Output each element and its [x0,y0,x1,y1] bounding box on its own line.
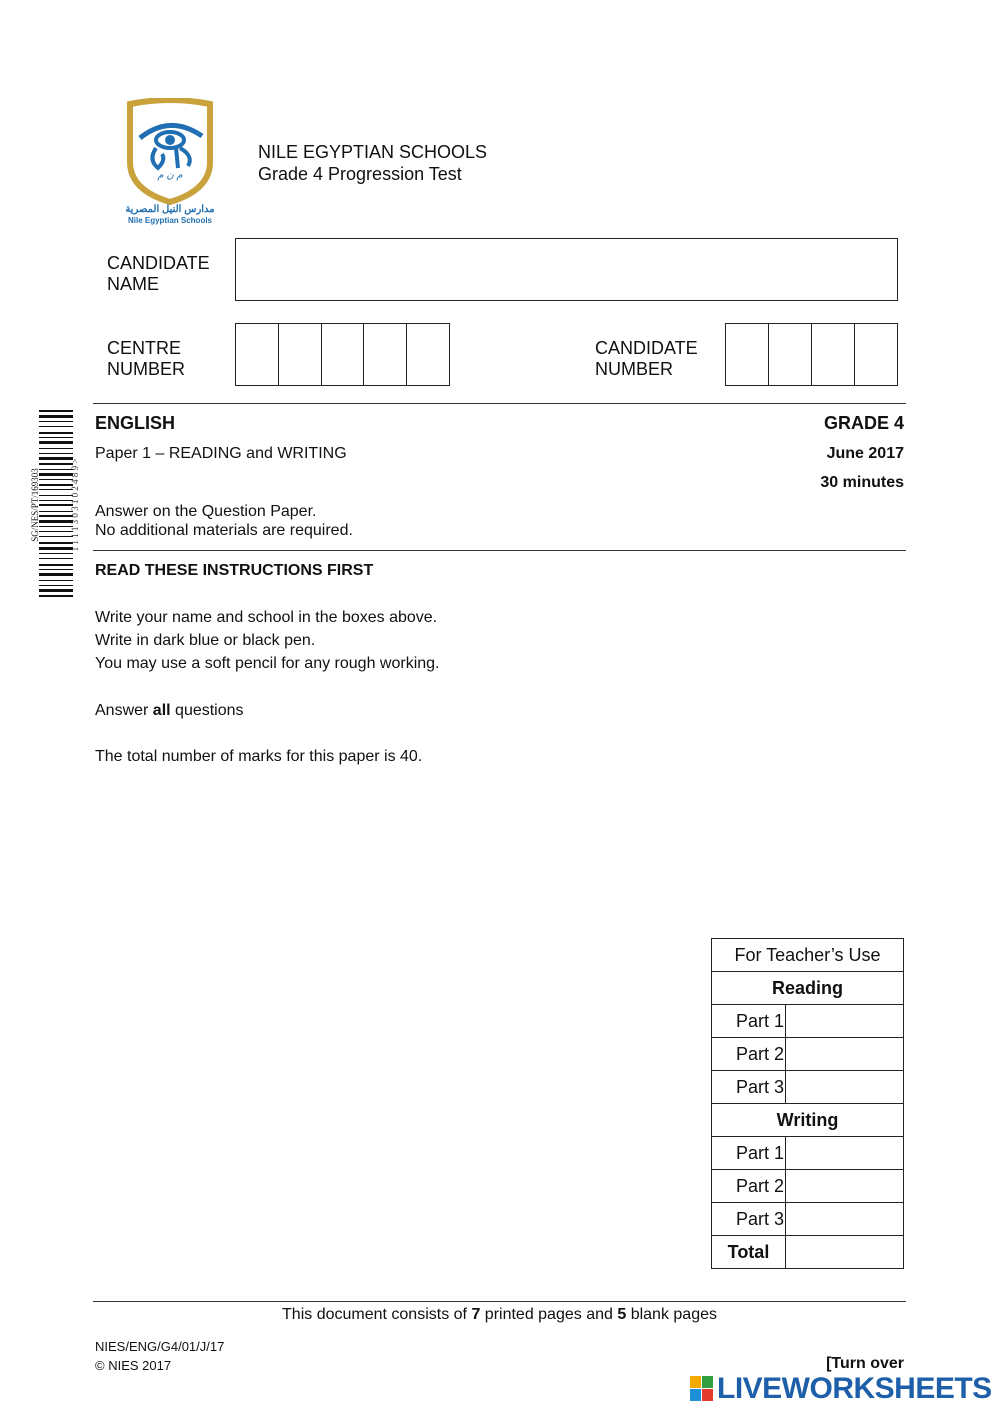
barcode-bar [39,426,73,427]
centre-number-cell[interactable] [236,324,279,385]
table-row: Part 3 [712,1071,904,1104]
candidate-number-label: CANDIDATE NUMBER [595,338,698,379]
table-row: Part 1 [712,1137,904,1170]
instruction-line: Write in dark blue or black pen. [95,632,316,649]
watermark-text: LIVEWORKSHEETS [717,1372,992,1405]
table-row: Part 1 [712,1005,904,1038]
barcode-bar [39,432,73,434]
grade: GRADE 4 [823,413,904,433]
school-name: NILE EGYPTIAN SCHOOLS [258,142,488,162]
centre-number-cell[interactable] [364,324,407,385]
table-row: Part 2 [712,1170,904,1203]
copyright: © NIES 2017 [95,1358,172,1373]
divider [93,1301,906,1302]
barcode-bar [39,410,73,412]
instruction-line: Write your name and school in the boxes above. [95,609,438,626]
barcode-bar [39,573,73,576]
mark-cell[interactable] [786,1203,904,1236]
barcode-bar [39,515,73,517]
barcode-bar [39,547,73,550]
total-mark-cell[interactable] [786,1236,904,1269]
barcode-bar [39,489,73,490]
barcode-bar [39,564,73,566]
barcode-bar [39,589,73,592]
exam-date: June 2017 [826,445,904,462]
candidate-number-cell[interactable] [855,324,897,385]
barcode-bar [39,479,73,480]
barcode-bar [39,453,73,454]
test-title: Grade 4 Progression Test [258,164,462,184]
candidate-number-cell[interactable] [812,324,855,385]
candidate-name-label: CANDIDATE NAME [107,253,210,294]
logo-english-name: Nile Egyptian Schools [127,216,212,225]
mark-cell[interactable] [786,1005,904,1038]
turn-over: [Turn over [826,1355,904,1372]
barcode [39,410,73,600]
divider [93,550,906,551]
instructions-heading: READ THESE INSTRUCTIONS FIRST [95,562,374,579]
barcode-bar [39,500,73,501]
barcode-bar [39,536,73,537]
barcode-bar [39,520,73,523]
barcode-bar [39,531,73,532]
barcode-bar [39,473,73,476]
barcode-bars [39,410,73,600]
table-row: Part 3 [712,1203,904,1236]
liveworksheets-watermark[interactable] [690,1372,992,1406]
barcode-bar [39,415,73,418]
barcode-bar [39,421,73,422]
barcode-bar [39,558,73,559]
centre-number-cell[interactable] [407,324,449,385]
centre-number-cell[interactable] [279,324,322,385]
document-code: NIES/ENG/G4/01/J/17 [95,1339,225,1354]
mark-cell[interactable] [786,1071,904,1104]
eye-of-horus-shield-icon [118,98,222,206]
barcode-bar [39,437,73,438]
barcode-bar [39,595,73,597]
candidate-number-boxes[interactable] [725,323,898,386]
liveworksheets-logo-icon [690,1376,714,1402]
writing-section-header: Writing [712,1104,904,1137]
barcode-bar [39,526,73,527]
barcode-code: SG/NES/PT/169303 [30,468,40,542]
barcode-bar [39,580,73,581]
candidate-number-cell[interactable] [769,324,812,385]
barcode-bar [39,463,73,465]
answer-note: Answer on the Question Paper. No additional materials are required. [95,503,353,539]
mark-cell[interactable] [786,1038,904,1071]
barcode-bar [39,484,73,486]
exam-duration: 30 minutes [820,474,904,491]
mark-cell[interactable] [786,1137,904,1170]
subject: ENGLISH [95,413,176,433]
barcode-bar [39,585,73,586]
table-row: Part 2 [712,1038,904,1071]
candidate-number-cell[interactable] [726,324,769,385]
teacher-use-title: For Teacher’s Use [712,939,904,972]
paper-title: Paper 1 – READING and WRITING [95,445,347,462]
document-pages-note: This document consists of 7 printed pages and 5 blank pages [282,1306,717,1323]
barcode-bar [39,457,73,460]
total-marks-line: The total number of marks for this paper is 40. [95,748,423,765]
barcode-bar [39,441,73,444]
logo-script: م ن م [157,170,183,181]
barcode-bar [39,569,73,570]
barcode-bar [39,553,73,554]
instruction-line: You may use a soft pencil for any rough working. [95,655,440,672]
answer-all-instruction: Answer all questions [95,702,244,719]
centre-number-cell[interactable] [322,324,365,385]
candidate-name-box[interactable] [235,238,898,301]
barcode-bar [39,542,73,544]
mark-cell[interactable] [786,1170,904,1203]
centre-number-boxes[interactable] [235,323,450,386]
reading-section-header: Reading [712,972,904,1005]
barcode-bar [39,495,73,496]
centre-number-label: CENTRE NUMBER [107,338,186,379]
divider [93,403,906,404]
school-logo [118,98,222,228]
barcode-bar [39,504,73,506]
barcode-bar [39,469,73,470]
barcode-bar [39,448,73,449]
barcode-digits: 1 1 1 1 3 0 3 1 0 2 4 8 9 > [70,458,80,552]
logo-arabic-name: مدارس النيل المصرية [125,204,215,215]
teacher-use-table [711,938,904,1269]
barcode-bar [39,511,73,512]
table-row: Total [712,1236,904,1269]
